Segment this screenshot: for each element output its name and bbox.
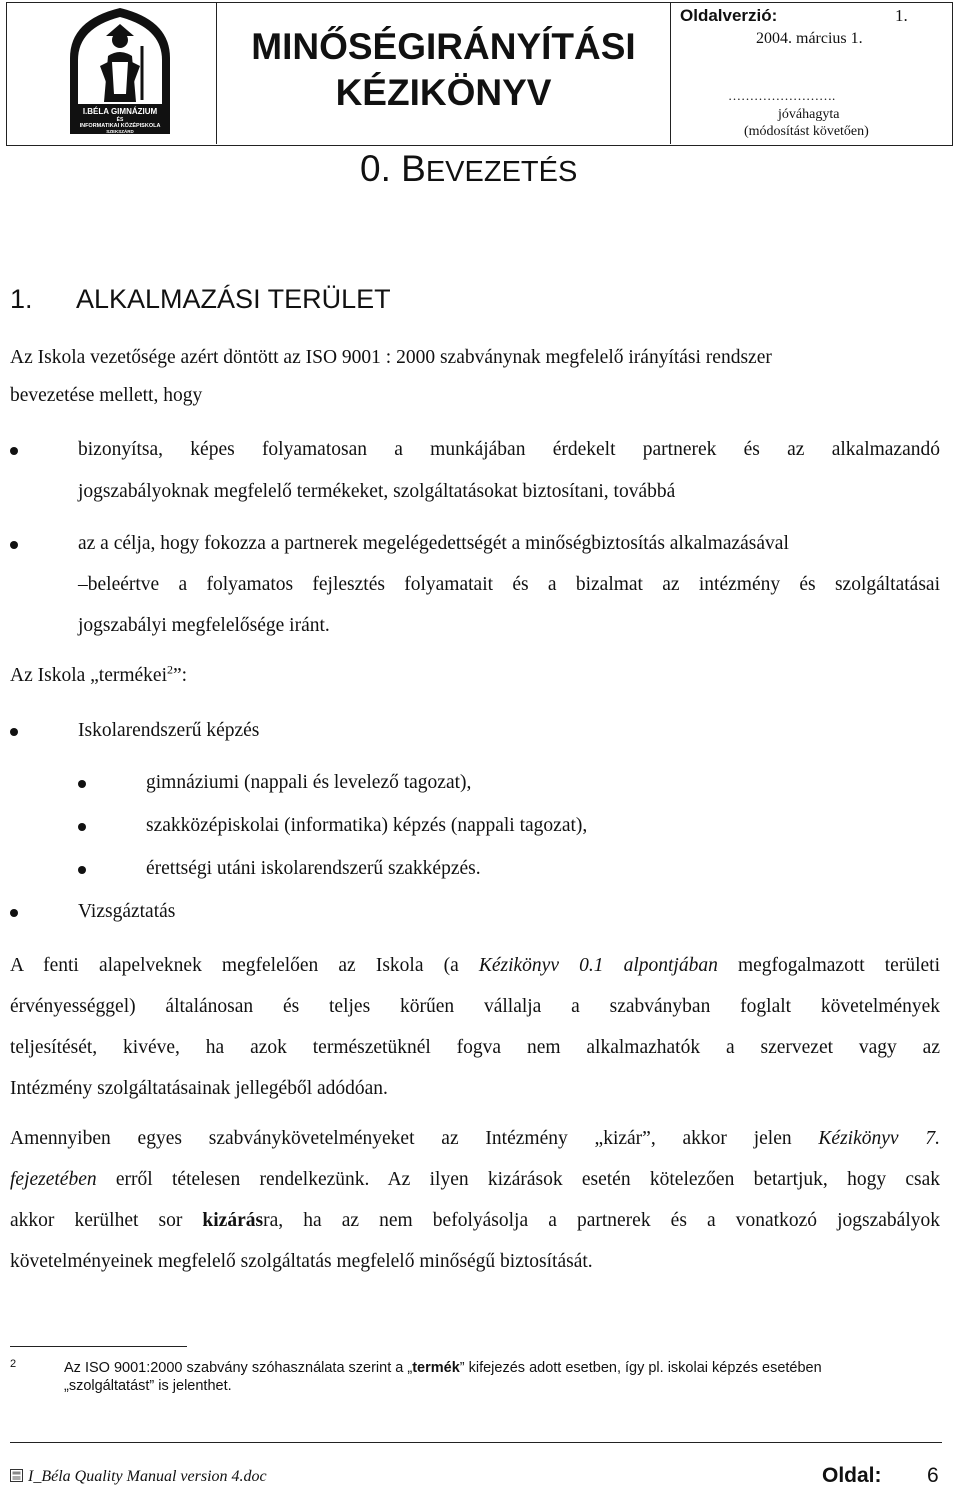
footnote-text: Az ISO 9001:2000 szabvány szóhasználata szerint a „termék” kifejezés adott esetben, így pl. iskolai képzés esetében bbox=[64, 1360, 822, 1376]
paragraph-line: követelményeinek megfelelő szolgáltatás megfelelő minőségű biztosítását. bbox=[10, 1251, 593, 1272]
bullet-icon bbox=[78, 823, 86, 831]
sub-list-item-text: szakközépiskolai (informatika) képzés (nappali tagozat), bbox=[146, 815, 588, 836]
list-item-text: Iskolarendszerű képzés bbox=[78, 720, 260, 741]
paragraph-line: fejezetében erről tételesen rendelkezünk. Az ilyen kizárások esetén kötelezően betartjuk, hogy csak bbox=[10, 1169, 940, 1190]
version-number: 1. bbox=[895, 6, 908, 25]
paragraph-line: teljesítését, kivéve, ha azok természetüknél fogva nem alkalmazhatók a szervezet vagy az bbox=[10, 1037, 940, 1058]
approver-signature-line: ……………………. bbox=[728, 88, 836, 103]
paragraph-line: Amennyiben egyes szabványkövetelményeket az Intézmény „kizár”, akkor jelen Kézikönyv 7. bbox=[10, 1128, 940, 1149]
intro-text: Az Iskola vezetősége azért döntött az ISO 9001 : 2000 szabványnak megfelelő irányítási rendszer bbox=[10, 347, 772, 368]
version-label: Oldalverzió: bbox=[680, 6, 778, 25]
document-icon bbox=[10, 1469, 23, 1482]
paragraph-line: A fenti alapelveknek megfelelően az Iskola (a Kézikönyv 0.1 alpontjában megfogalmazott területi bbox=[10, 955, 940, 976]
svg-text:ÉS: ÉS bbox=[116, 117, 124, 123]
bullet-icon bbox=[10, 909, 18, 917]
bullet-icon bbox=[78, 866, 86, 874]
svg-text:I.BÉLA GIMNÁZIUM: I.BÉLA GIMNÁZIUM bbox=[82, 107, 158, 116]
school-logo-icon bbox=[60, 6, 180, 136]
section-heading bbox=[10, 284, 391, 315]
svg-text:INFORMATIKAI KÖZÉPISKOLA: INFORMATIKAI KÖZÉPISKOLA bbox=[79, 123, 161, 129]
approved-label: jóváhagyta bbox=[778, 107, 840, 122]
paragraph-line: érvényességgel) általánosan és teljes körűen vállalja a szabványban foglalt követelmények bbox=[10, 996, 940, 1017]
bullet-icon bbox=[10, 728, 18, 736]
manual-title-line1: MINŐSÉGIRÁNYÍTÁSI bbox=[251, 26, 636, 67]
section-title: ALKALMAZÁSI TERÜLET bbox=[76, 284, 391, 314]
paragraph-line: akkor kerülhet sor kizárásra, ha az nem befolyásolja a partnerek és a vonatkozó jogszabályok bbox=[10, 1210, 940, 1231]
list-item-text: bizonyítsa, képes folyamatosan a munkájában érdekelt partnerek és az alkalmazandó bbox=[78, 439, 940, 460]
footnote-reference: 2 bbox=[167, 662, 174, 677]
intro-text: bevezetése mellett, hogy bbox=[10, 385, 203, 406]
footer-separator bbox=[10, 1442, 942, 1443]
footer-filename: I_Béla Quality Manual version 4.doc bbox=[28, 1468, 267, 1485]
manual-title-line2: KÉZIKÖNYV bbox=[335, 72, 552, 113]
chapter-title: 0. BEVEZETÉS bbox=[360, 148, 578, 189]
list-item-text: jogszabályi megfelelősége iránt. bbox=[78, 615, 330, 636]
footnote-separator bbox=[10, 1346, 187, 1347]
version-date: 2004. március 1. bbox=[756, 30, 863, 47]
list-item-text: az a célja, hogy fokozza a partnerek megelégedettségét a minőségbiztosítás alkalmazásával bbox=[78, 533, 789, 554]
page-number: 6 bbox=[927, 1464, 939, 1487]
products-heading: Az Iskola „termékei$^2$”: bbox=[10, 662, 188, 686]
list-item-text: jogszabályoknak megfelelő termékeket, szolgáltatásokat biztosítani, továbbá bbox=[78, 481, 676, 502]
footnote-number: 2 bbox=[10, 1358, 17, 1370]
bullet-icon bbox=[10, 541, 18, 549]
section-number: 1. bbox=[10, 284, 33, 314]
header-divider bbox=[670, 2, 671, 144]
paragraph-line: Intézmény szolgáltatásainak jellegéből adódóan. bbox=[10, 1078, 388, 1099]
list-item-text: –beleértve a folyamatos fejlesztés folyamatait és a bizalmat az intézmény és szolgáltatásai bbox=[78, 574, 940, 595]
sub-list-item-text: érettségi utáni iskolarendszerű szakképzés. bbox=[146, 858, 481, 879]
page-label: Oldal: bbox=[822, 1464, 882, 1487]
svg-text:SZEKSZÁRD: SZEKSZÁRD bbox=[106, 129, 134, 134]
list-item-text: Vizsgáztatás bbox=[78, 901, 176, 922]
bullet-icon bbox=[10, 447, 18, 455]
approved-note: (módosítást követően) bbox=[744, 124, 869, 139]
footnote-text: „szolgáltatást” is jelenthet. bbox=[64, 1378, 232, 1394]
sub-list-item-text: gimnáziumi (nappali és levelező tagozat), bbox=[146, 772, 472, 793]
bullet-icon bbox=[78, 780, 86, 788]
